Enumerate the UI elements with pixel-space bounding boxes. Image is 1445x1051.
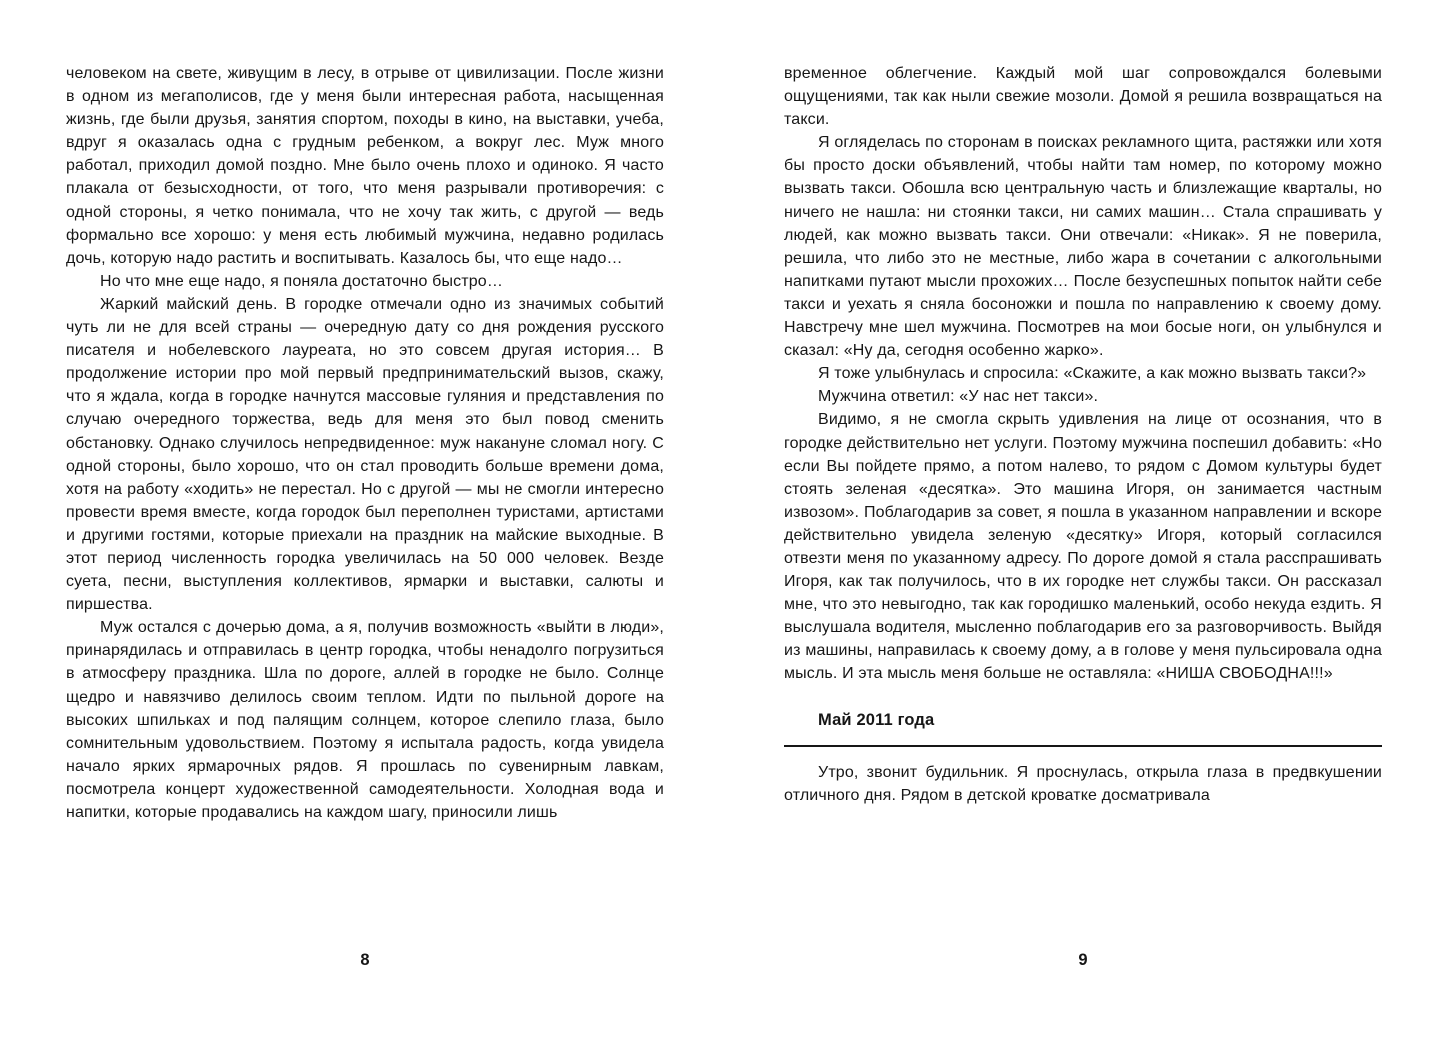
- paragraph: Я тоже улыбнулась и спросила: «Скажите, а как можно вызвать такси?»: [818, 365, 1367, 383]
- paragraph: Я огляделась по сторонам в поисках рекламного щита, растяжки или хотя бы просто доски объявлений, чтобы найти там номер, по которому можно вызвать такси. Обошла всю центральную часть и близлежащие кварталы, но ничего не нашла: ни стоянки такси, ни самих машин… Стала спрашивать у людей, как можно вызвать такси. Они отвечали: «Никак». Я не поверила, решила, что либо это не местные, либо жара в сочетании с алкогольными напитками путают мысли прохожих… После безуспешных попыток найти себе такси и уехать я сняла босоножки и пошла по направлению к своему дому. Навстречу мне шел мужчина. Посмотрев на мои босые ноги, он улыбнулся и сказал: «Ну да, сегодня особенно жарко».: [784, 134, 1382, 360]
- paragraph: Жаркий майский день. В городке отмечали одно из значимых событий чуть ли не для всей страны — очередную дату со дня рождения русского писателя и нобелевского лауреата, но это совсем другая история… В продолжение истории про мой первый предпринимательский вызов, скажу, что я ждала, когда в городке начнутся массовые гуляния и представления по случаю очередного торжества, ведь для меня это был повод сменить обстановку. Однако случилось непредвиденное: муж накануне сломал ногу. С одной стороны, было хорошо, что он стал проводить больше времени дома, хотя на работу «ходить» не перестал. Но с другой — мы не смогли интересно провести время вместе, когда городок был переполнен туристами, артистами и другими гостями, которые приехали на праздник на майские выходные. В этот период численность городка увеличилась на 50 000 человек. Везде суета, песни, выступления коллективов, ярмарки и выставки, салюты и пиршества.: [66, 295, 664, 614]
- page-left: [66, 0, 664, 1051]
- paragraph: Мужчина ответил: «У нас нет такси».: [818, 388, 1099, 406]
- page-right-body: [784, 0, 1382, 807]
- section-heading: Май 2011 года: [784, 709, 1382, 747]
- paragraph: Но что мне еще надо, я поняла достаточно быстро…: [100, 272, 503, 290]
- page-right: [784, 0, 1382, 1051]
- paragraph: человеком на свете, живущим в лесу, в отрыве от цивилизации. После жизни в одном из мегаполисов, где у меня были интересная работа, насыщенная жизнь, где были друзья, занятия спортом, походы в кино, на выставки, учеба, вдруг я оказалась одна с грудным ребенком, а вокруг лес. Муж много работал, приходил домой поздно. Мне было очень плохо и одиноко. Я часто плакала от безысходности, от того, что меня разрывали противоречия: с одной стороны, я четко понимала, что не хочу так жить, с другой — ведь формально все хорошо: у меня есть любимый мужчина, недавно родилась дочь, которую надо растить и воспитывать. Казалось бы, что еще надо…: [66, 65, 664, 267]
- paragraph: Муж остался с дочерью дома, а я, получив возможность «выйти в люди», принарядилась и отправилась в центр городка, чтобы ненадолго погрузиться в атмосферу праздника. Шла по дороге, аллей в городке не было. Солнце щедро и навязчиво делилось своим теплом. Идти по пыльной дороге на высоких шпильках и под палящим солнцем, которое слепило глаза, было сомнительным удовольствием. Поэтому я испытала радость, когда увидела начало ярких ярмарочных рядов. Я прошлась по сувенирным лавкам, посмотрела концерт художественной самодеятельности. Холодная вода и напитки, которые продавались на каждом шагу, приносили лишь: [66, 619, 664, 821]
- page-number-left: 8: [360, 951, 370, 969]
- page-number-right: 9: [1078, 951, 1088, 969]
- paragraph: временное облегчение. Каждый мой шаг сопровождался болевыми ощущениями, так как ныли свежие мозоли. Домой я решила возвращаться на такси.: [784, 65, 1382, 129]
- page-left-body: [66, 0, 664, 824]
- paragraph: Видимо, я не смогла скрыть удивления на лице от осознания, что в городке действительно нет услуги. Поэтому мужчина поспешил добавить: «Но если Вы пойдете прямо, а потом налево, то рядом с Домом культуры будет стоять зеленая «десятка». Это машина Игоря, он занимается частным извозом». Поблагодарив за совет, я пошла в указанном направлении и вскоре действительно увидела зеленую «десятку» Игоря, который согласился отвезти меня по указанному адресу. По дороге домой я стала расспрашивать Игоря, как так получилось, что в их городке нет службы такси. Он рассказал мне, что это невыгодно, так как городишко маленький, особо некуда ездить. Я выслушала водителя, мысленно поблагодарив его за разговорчивость. Выйдя из машины, направилась к своему дому, а в голове у меня пульсировала одна мысль. И эта мысль меня больше не оставляла: «НИША СВОБОДНА!!!»: [784, 411, 1382, 683]
- paragraph: Утро, звонит будильник. Я проснулась, открыла глаза в предвкушении отличного дня. Рядом в детской кроватке досматривала: [784, 763, 1382, 804]
